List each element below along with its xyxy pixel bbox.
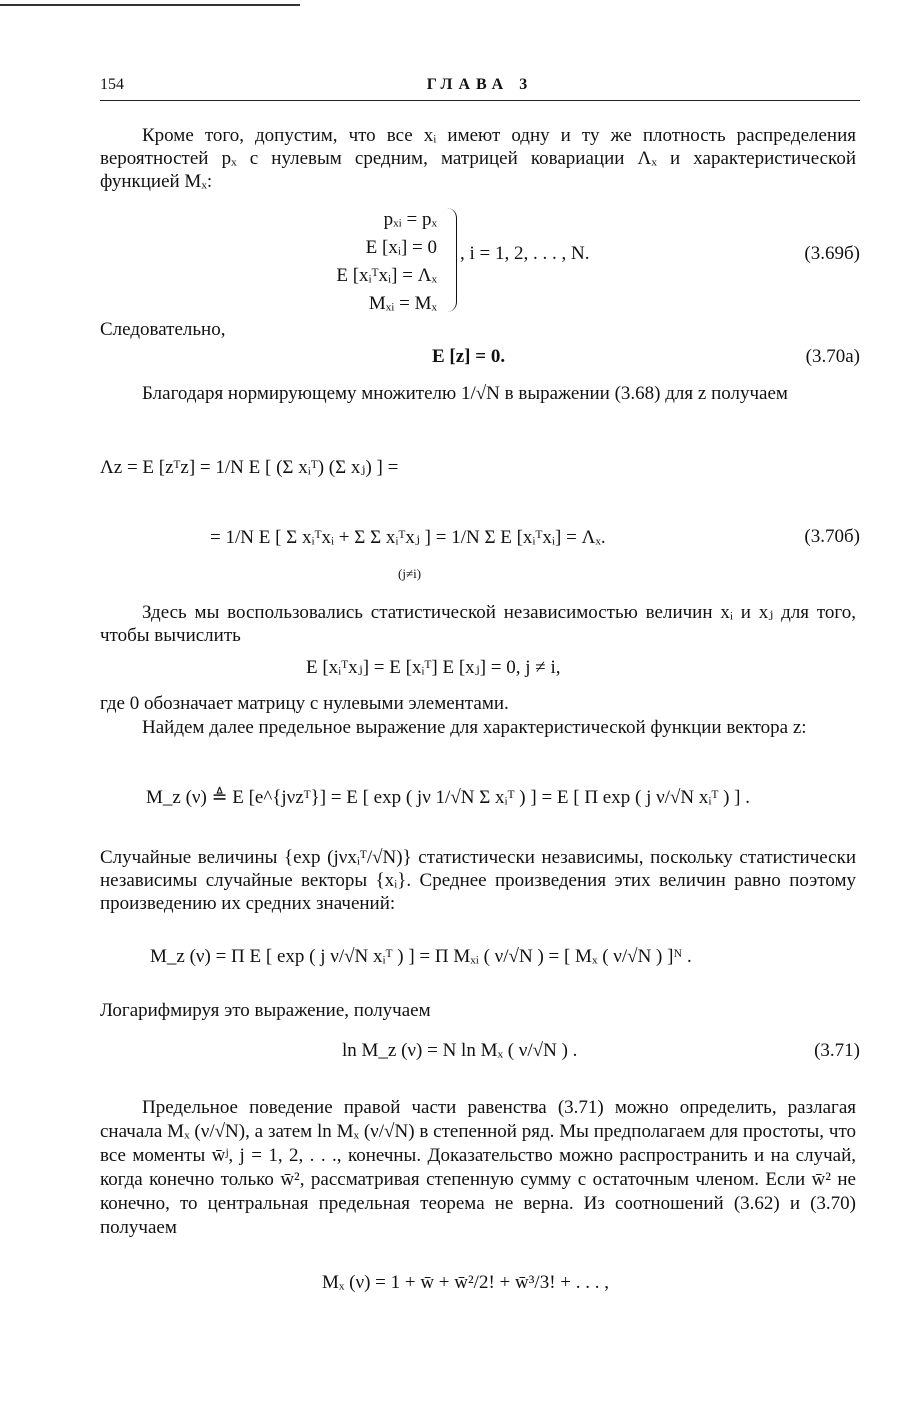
right-brace bbox=[446, 208, 457, 312]
equation-char-function: M_z (ν) ≜ E [e^{jνzᵀ}] = E [ exp ( jν 1/√N Σ xᵢᵀ ) ] = E [ Π exp ( j ν/√N xᵢᵀ ) ] . bbox=[146, 787, 751, 808]
paragraph-8: Предельное поведение правой части равенства (3.71) можно определить, разлагая сначала Mₓ (ν/√N), а затем ln Mₓ (ν/√N) в степенной ряд. Мы предполагаем для простоты, что все моменты w̄ʲ, j = 1, 2, . . ., конечны. Доказательство можно распространить и на случай, когда конечно только w̄², рассматривая степенную сумму с остаточным членом. Если w̄² не конечно, то центральная предельная теорема не верна. Из соотношений (3.62) и (3.70) получаем bbox=[100, 1097, 856, 1238]
paragraph-3: Здесь мы воспользовались статистической независимостью величин xᵢ и xⱼ для того, чтобы вычислить bbox=[100, 602, 856, 646]
equation-3-70a: E [z] = 0. bbox=[432, 346, 506, 367]
equation-3-71: ln M_z (ν) = N ln Mₓ ( ν/√N ) . bbox=[342, 1040, 578, 1061]
paragraph-5: Найдем далее предельное выражение для характеристической функции вектора z: bbox=[142, 717, 807, 738]
eq-3-69b-number: (3.69б) bbox=[804, 243, 860, 264]
paragraph-6: Случайные величины {exp (jνxᵢᵀ/√N)} статистически независимы, поскольку статистически независимы случайные векторы {xᵢ}. Среднее произведения этих величин равно поэтому произведению их средних значений: bbox=[100, 847, 856, 914]
eq-3-69b-line-1: pₓᵢ = pₓ bbox=[383, 209, 437, 230]
running-header bbox=[100, 76, 860, 98]
eq-3-70b-line-2: = 1/N E [ Σ xᵢᵀxᵢ + Σ Σ xᵢᵀxⱼ ] = 1/N Σ E [xᵢᵀxᵢ] = Λₓ. bbox=[210, 527, 606, 548]
eq-3-70b-number: (3.70б) bbox=[804, 526, 860, 547]
eq-3-69b-line-4: Mₓᵢ = Mₓ bbox=[368, 293, 437, 314]
eq-3-70b-line-1: Λz = E [zᵀz] = 1/N E [ (Σ xᵢᵀ) (Σ xⱼ) ] = bbox=[100, 457, 399, 478]
paragraph-1: Кроме того, допустим, что все xᵢ имеют одну и ту же плотность распределения вероятностей pₓ с нулевым средним, матрицей ковариации Λₓ и характеристической функцией Mₓ: bbox=[100, 125, 856, 192]
eq-3-69b-line-2: E [xᵢ] = 0 bbox=[365, 237, 437, 258]
page-number: 154 bbox=[100, 76, 124, 93]
top-rule bbox=[0, 4, 300, 6]
header-rule bbox=[100, 100, 860, 101]
eq-3-69b-condition: , i = 1, 2, . . . , N. bbox=[460, 243, 590, 264]
eq-3-70b-condition: (j≠i) bbox=[398, 566, 422, 581]
eq-3-70a-number: (3.70а) bbox=[805, 346, 860, 367]
chapter-title: ГЛАВА 3 bbox=[426, 76, 534, 93]
eq-3-69b-line-3: E [xᵢᵀxᵢ] = Λₓ bbox=[336, 265, 437, 286]
hence-label: Следовательно, bbox=[100, 319, 226, 340]
eq-3-71-number: (3.71) bbox=[814, 1040, 860, 1061]
equation-independence: E [xᵢᵀxⱼ] = E [xᵢᵀ] E [xⱼ] = 0, j ≠ i, bbox=[306, 657, 561, 678]
equation-series: Mₓ (ν) = 1 + w̄ + w̄²/2! + w̄³/3! + . . . , bbox=[322, 1272, 609, 1293]
paragraph-7: Логарифмируя это выражение, получаем bbox=[100, 1000, 431, 1021]
paragraph-4: где 0 обозначает матрицу с нулевыми элементами. bbox=[100, 693, 509, 714]
paragraph-2: Благодаря нормирующему множителю 1/√N в выражении (3.68) для z получаем bbox=[142, 383, 788, 404]
equation-product: M_z (ν) = Π E [ exp ( j ν/√N xᵢᵀ ) ] = Π Mₓᵢ ( ν/√N ) = [ Mₓ ( ν/√N ) ]ᴺ . bbox=[150, 946, 692, 967]
